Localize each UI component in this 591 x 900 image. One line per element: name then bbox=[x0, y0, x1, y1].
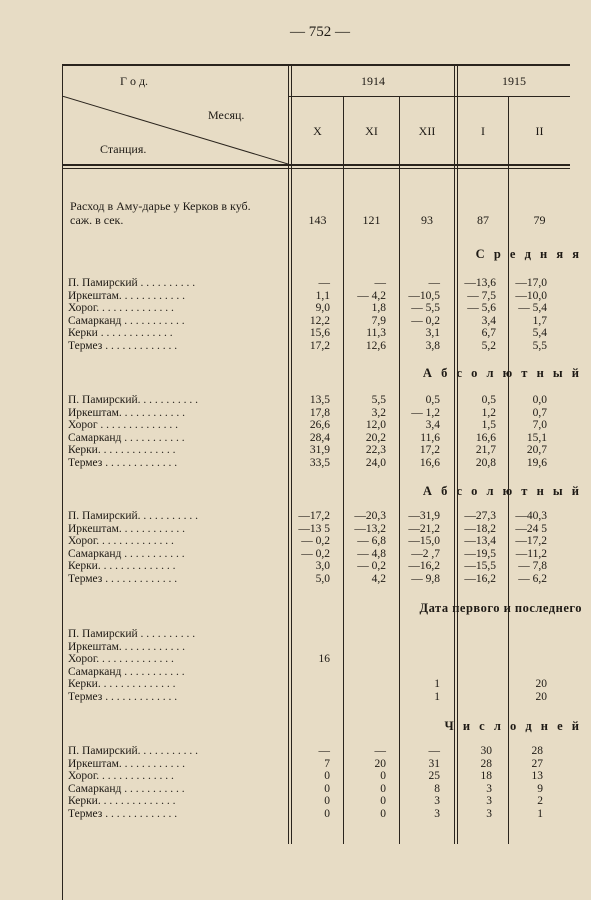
cell-value: 0 bbox=[380, 782, 386, 795]
cell-value: 27 bbox=[531, 757, 543, 770]
cell-value bbox=[292, 691, 330, 704]
cell-value: 11,6 bbox=[420, 431, 440, 444]
values-col-xi bbox=[344, 745, 386, 821]
cell-value: — bbox=[318, 745, 330, 757]
values-col-ii bbox=[509, 510, 547, 586]
cell-value: 0,5 bbox=[481, 394, 496, 406]
cell-value: 1,8 bbox=[371, 302, 386, 315]
cell-value: 28 bbox=[480, 757, 492, 770]
page-number: — 752 — bbox=[290, 24, 350, 40]
values-col-i bbox=[458, 394, 496, 470]
discharge-value: 93 bbox=[421, 213, 433, 227]
values-col-i bbox=[458, 510, 496, 586]
station-name: Самарканд . . . . . . . . . . . bbox=[68, 431, 185, 444]
month-xii: XII bbox=[418, 124, 436, 138]
station-name: Иркештам. . . . . . . . . . . . bbox=[68, 289, 185, 302]
section-title: А б с о л ю т н ы й bbox=[422, 366, 582, 380]
station-name: Хорог. . . . . . . . . . . . . . bbox=[68, 302, 174, 315]
cell-value: — 7,5 bbox=[467, 289, 496, 302]
cell-value: —17,2 bbox=[515, 535, 547, 548]
cell-value: 3 bbox=[434, 807, 440, 820]
cell-value: 16 bbox=[318, 653, 330, 666]
station-name: Иркештам. . . . . . . . . . . . bbox=[68, 406, 185, 419]
cell-value: 12,0 bbox=[365, 419, 386, 432]
values-col-xii bbox=[400, 510, 440, 586]
station-name: Хорог. . . . . . . . . . . . . . bbox=[68, 653, 174, 666]
cell-value: — 5,5 bbox=[411, 302, 440, 315]
cell-value: 7 bbox=[324, 757, 330, 770]
cell-value: —16,2 bbox=[408, 560, 440, 573]
cell-value: 5,0 bbox=[315, 572, 330, 585]
cell-value: —2 ,7 bbox=[411, 547, 440, 560]
column-divider-stations bbox=[288, 64, 289, 844]
values-col-xii bbox=[400, 745, 440, 821]
cell-value bbox=[292, 641, 330, 654]
cell-value: 0,7 bbox=[532, 406, 547, 419]
cell-value: 28,4 bbox=[309, 431, 330, 444]
values-col-xii bbox=[400, 628, 440, 704]
cell-value: —40,3 bbox=[515, 510, 547, 522]
cell-value: 17,2 bbox=[309, 339, 330, 352]
station-name: Керки. . . . . . . . . . . . . . bbox=[68, 444, 176, 457]
section-rows bbox=[68, 510, 198, 586]
section-rows bbox=[68, 628, 195, 704]
year-label: Г о д. bbox=[120, 74, 149, 88]
cell-value: 3,4 bbox=[481, 314, 496, 327]
cell-value: 3 bbox=[486, 807, 492, 820]
cell-value: 16,6 bbox=[475, 431, 496, 444]
cell-value: 15,1 bbox=[526, 431, 547, 444]
cell-value: 1,5 bbox=[481, 419, 496, 432]
section-title: Ч и с л о д н е й bbox=[444, 719, 582, 733]
cell-value: —15,5 bbox=[464, 560, 496, 573]
cell-value: 19,6 bbox=[526, 456, 547, 469]
cell-value: 5,5 bbox=[532, 339, 547, 352]
cell-value: — bbox=[428, 745, 440, 757]
station-name: Иркештам. . . . . . . . . . . . bbox=[68, 522, 185, 535]
column-divider-x bbox=[343, 96, 344, 844]
discharge-label-line1: Расход в Аму-дарье у Керков в куб. bbox=[70, 199, 251, 213]
cell-value: —16,2 bbox=[464, 572, 496, 585]
values-col-x bbox=[292, 394, 330, 470]
cell-value: 12,2 bbox=[309, 314, 330, 327]
cell-value: — 0,2 bbox=[301, 535, 330, 548]
year-1914: 1914 bbox=[361, 74, 385, 88]
cell-value: 3 bbox=[434, 795, 440, 808]
cell-value: — bbox=[374, 277, 386, 289]
station-name: Самарканд . . . . . . . . . . . bbox=[68, 665, 185, 678]
cell-value: — bbox=[374, 745, 386, 757]
cell-value: 20 bbox=[535, 690, 547, 703]
station-name: Хорог. . . . . . . . . . . . . . bbox=[68, 770, 174, 783]
station-label: Станция. bbox=[100, 142, 147, 156]
values-col-i bbox=[458, 277, 496, 353]
cell-value: 3,2 bbox=[371, 406, 386, 419]
cell-value: 12,6 bbox=[365, 339, 386, 352]
cell-value: 9,0 bbox=[315, 302, 330, 315]
cell-value bbox=[509, 628, 547, 641]
values-col-x bbox=[292, 510, 330, 586]
values-col-x bbox=[292, 745, 330, 821]
station-name: Керки. . . . . . . . . . . . . . bbox=[68, 795, 176, 808]
cell-value: 0 bbox=[324, 770, 330, 783]
values-col-xi bbox=[344, 277, 386, 353]
values-col-x bbox=[292, 628, 330, 704]
cell-value: 7,9 bbox=[371, 314, 386, 327]
discharge-value: 121 bbox=[362, 213, 381, 227]
station-name: П. Памирский. . . . . . . . . . . bbox=[68, 745, 199, 757]
station-name: Хорог. . . . . . . . . . . . . . bbox=[68, 535, 174, 548]
station-name: П. Памирский. . . . . . . . . . . bbox=[68, 394, 199, 406]
cell-value: — 0,2 bbox=[357, 560, 386, 573]
cell-value: 33,5 bbox=[309, 456, 330, 469]
station-name: Самарканд . . . . . . . . . . . bbox=[68, 782, 185, 795]
cell-value: 1 bbox=[434, 678, 440, 691]
values-col-ii bbox=[509, 394, 547, 470]
cell-value: 2 bbox=[537, 795, 543, 808]
table-left-border bbox=[62, 64, 63, 900]
cell-value: 28 bbox=[531, 745, 543, 757]
cell-value: 3,8 bbox=[425, 339, 440, 352]
cell-value: 1 bbox=[434, 690, 440, 703]
month-i: I bbox=[481, 124, 485, 138]
cell-value: 20 bbox=[374, 757, 386, 770]
cell-value: 3,4 bbox=[425, 419, 440, 432]
cell-value: —13,4 bbox=[464, 535, 496, 548]
cell-value: 3,0 bbox=[315, 560, 330, 573]
station-name: Термез . . . . . . . . . . . . . bbox=[68, 807, 178, 820]
cell-value: 13,5 bbox=[309, 394, 330, 406]
month-ii: II bbox=[535, 124, 544, 138]
cell-value: 20,2 bbox=[365, 431, 386, 444]
cell-value: — 7,8 bbox=[518, 560, 547, 573]
station-name: П. Памирский . . . . . . . . . . bbox=[68, 277, 196, 289]
values-col-xi bbox=[344, 510, 386, 586]
section-rows bbox=[68, 394, 198, 470]
cell-value: 9 bbox=[537, 782, 543, 795]
cell-value bbox=[400, 628, 440, 641]
cell-value: 16,6 bbox=[419, 456, 440, 469]
values-col-x bbox=[292, 277, 330, 353]
cell-value: —21,2 bbox=[408, 522, 440, 535]
station-name: Керки. . . . . . . . . . . . . . bbox=[68, 678, 176, 691]
section-rows bbox=[68, 745, 198, 821]
cell-value: 0 bbox=[324, 795, 330, 808]
cell-value bbox=[292, 678, 330, 691]
cell-value: —31,9 bbox=[408, 510, 440, 522]
discharge-value: 143 bbox=[308, 213, 327, 227]
cell-value: —20,3 bbox=[354, 510, 386, 522]
cell-value: — 1,2 bbox=[411, 406, 440, 419]
cell-value: 17,2 bbox=[419, 444, 440, 457]
cell-value: 15,6 bbox=[309, 327, 330, 340]
header-month-line bbox=[288, 96, 570, 97]
cell-value: —19,5 bbox=[464, 547, 496, 560]
station-name: Термез . . . . . . . . . . . . . bbox=[68, 572, 178, 585]
cell-value: 0 bbox=[324, 807, 330, 820]
cell-value: 11,3 bbox=[366, 327, 386, 340]
cell-value bbox=[292, 628, 330, 641]
cell-value: 0 bbox=[324, 782, 330, 795]
cell-value: 3,1 bbox=[425, 327, 440, 340]
cell-value: 30 bbox=[480, 745, 492, 757]
cell-value: 0,5 bbox=[425, 394, 440, 406]
cell-value: 20,7 bbox=[526, 444, 547, 457]
cell-value bbox=[509, 666, 547, 679]
cell-value: 26,6 bbox=[309, 419, 330, 432]
cell-value: 1,7 bbox=[532, 314, 547, 327]
cell-value: 20 bbox=[535, 678, 547, 691]
values-col-xii bbox=[400, 394, 440, 470]
section-title: Дата первого и последнего bbox=[419, 601, 582, 615]
cell-value: — 0,2 bbox=[411, 314, 440, 327]
cell-value: 24,0 bbox=[365, 456, 386, 469]
values-col-ii bbox=[509, 628, 547, 704]
cell-value: —15,0 bbox=[408, 535, 440, 548]
values-col-xi bbox=[344, 394, 386, 470]
cell-value: — 6,2 bbox=[518, 572, 547, 585]
section-title: С р е д н я я bbox=[475, 247, 582, 261]
cell-value: — 6,8 bbox=[357, 535, 386, 548]
cell-value: 5,5 bbox=[371, 394, 386, 406]
cell-value bbox=[400, 641, 440, 654]
cell-value: 7,0 bbox=[532, 419, 547, 432]
year-1915: 1915 bbox=[502, 74, 526, 88]
cell-value: —27,3 bbox=[464, 510, 496, 522]
station-name: Термез . . . . . . . . . . . . . bbox=[68, 339, 178, 352]
cell-value: —11,2 bbox=[515, 547, 547, 560]
table-top-border bbox=[62, 64, 570, 66]
cell-value: — 5,4 bbox=[518, 302, 547, 315]
cell-value: —18,2 bbox=[464, 522, 496, 535]
cell-value: 17,8 bbox=[309, 406, 330, 419]
cell-value: 5,2 bbox=[481, 339, 496, 352]
discharge-value: 79 bbox=[533, 213, 546, 227]
section-rows bbox=[68, 277, 195, 353]
cell-value: 6,7 bbox=[481, 327, 496, 340]
station-name: Керки. . . . . . . . . . . . . . bbox=[68, 560, 176, 573]
cell-value: 25 bbox=[428, 770, 440, 783]
cell-value: 1,1 bbox=[315, 289, 330, 302]
month-label: Месяц. bbox=[208, 108, 245, 122]
cell-value: — 9,8 bbox=[411, 572, 440, 585]
cell-value: 1,2 bbox=[481, 406, 496, 419]
station-name: Хорог . . . . . . . . . . . . . . bbox=[68, 419, 179, 432]
cell-value: — 5,6 bbox=[467, 302, 496, 315]
station-name: Иркештам. . . . . . . . . . . . bbox=[68, 640, 185, 653]
cell-value: — bbox=[318, 277, 330, 289]
cell-value: —10,5 bbox=[408, 289, 440, 302]
cell-value: 8 bbox=[434, 782, 440, 795]
cell-value: 4,2 bbox=[371, 572, 386, 585]
cell-value: — 0,2 bbox=[301, 547, 330, 560]
cell-value: —24 5 bbox=[515, 522, 547, 535]
cell-value: 21,7 bbox=[475, 444, 496, 457]
header-bottom-border-2 bbox=[62, 168, 570, 169]
section-title: А б с о л ю т н ы й bbox=[422, 484, 582, 498]
cell-value: 22,3 bbox=[365, 444, 386, 457]
cell-value: 0,0 bbox=[532, 394, 547, 406]
discharge-label-line2: саж. в сек. bbox=[70, 213, 124, 227]
header-bottom-border bbox=[62, 164, 570, 166]
station-name: Иркештам. . . . . . . . . . . . bbox=[68, 757, 185, 770]
cell-value: 3 bbox=[486, 782, 492, 795]
cell-value: 1 bbox=[537, 807, 543, 820]
cell-value: —13 5 bbox=[298, 522, 330, 535]
cell-value bbox=[509, 653, 547, 666]
cell-value: 20,8 bbox=[475, 456, 496, 469]
cell-value bbox=[292, 666, 330, 679]
station-name: Самарканд . . . . . . . . . . . bbox=[68, 547, 185, 560]
cell-value: 31,9 bbox=[309, 444, 330, 457]
cell-value: — bbox=[428, 277, 440, 289]
values-col-xii bbox=[400, 277, 440, 353]
cell-value: —10,0 bbox=[515, 289, 547, 302]
discharge-value: 87 bbox=[477, 213, 489, 227]
values-col-ii bbox=[509, 277, 547, 353]
cell-value: 13 bbox=[531, 770, 543, 783]
cell-value bbox=[400, 653, 440, 666]
station-name: Термез . . . . . . . . . . . . . bbox=[68, 690, 178, 703]
cell-value: —13,6 bbox=[464, 277, 496, 289]
cell-value: —13,2 bbox=[354, 522, 386, 535]
month-x: X bbox=[313, 124, 322, 138]
cell-value: 0 bbox=[380, 807, 386, 820]
values-col-ii bbox=[509, 745, 543, 821]
values-col-i bbox=[458, 745, 492, 821]
cell-value: —17,2 bbox=[298, 510, 330, 522]
station-name: Керки . . . . . . . . . . . . . bbox=[68, 327, 173, 340]
month-xi: XI bbox=[365, 124, 378, 138]
cell-value: —17,0 bbox=[515, 277, 547, 289]
cell-value: — 4,8 bbox=[357, 547, 386, 560]
header-diagonal-line bbox=[62, 96, 288, 164]
cell-value: 5,4 bbox=[532, 327, 547, 340]
cell-value: 0 bbox=[380, 770, 386, 783]
station-name: Самарканд . . . . . . . . . . . bbox=[68, 314, 185, 327]
cell-value: 3 bbox=[486, 795, 492, 808]
cell-value bbox=[400, 666, 440, 679]
cell-value: 18 bbox=[480, 770, 492, 783]
station-name: П. Памирский. . . . . . . . . . . bbox=[68, 510, 199, 522]
station-name: Термез . . . . . . . . . . . . . bbox=[68, 456, 178, 469]
cell-value: — 4,2 bbox=[357, 289, 386, 302]
cell-value: 31 bbox=[428, 757, 440, 770]
cell-value bbox=[509, 641, 547, 654]
cell-value: 0 bbox=[380, 795, 386, 808]
station-name: П. Памирский . . . . . . . . . . bbox=[68, 628, 196, 640]
